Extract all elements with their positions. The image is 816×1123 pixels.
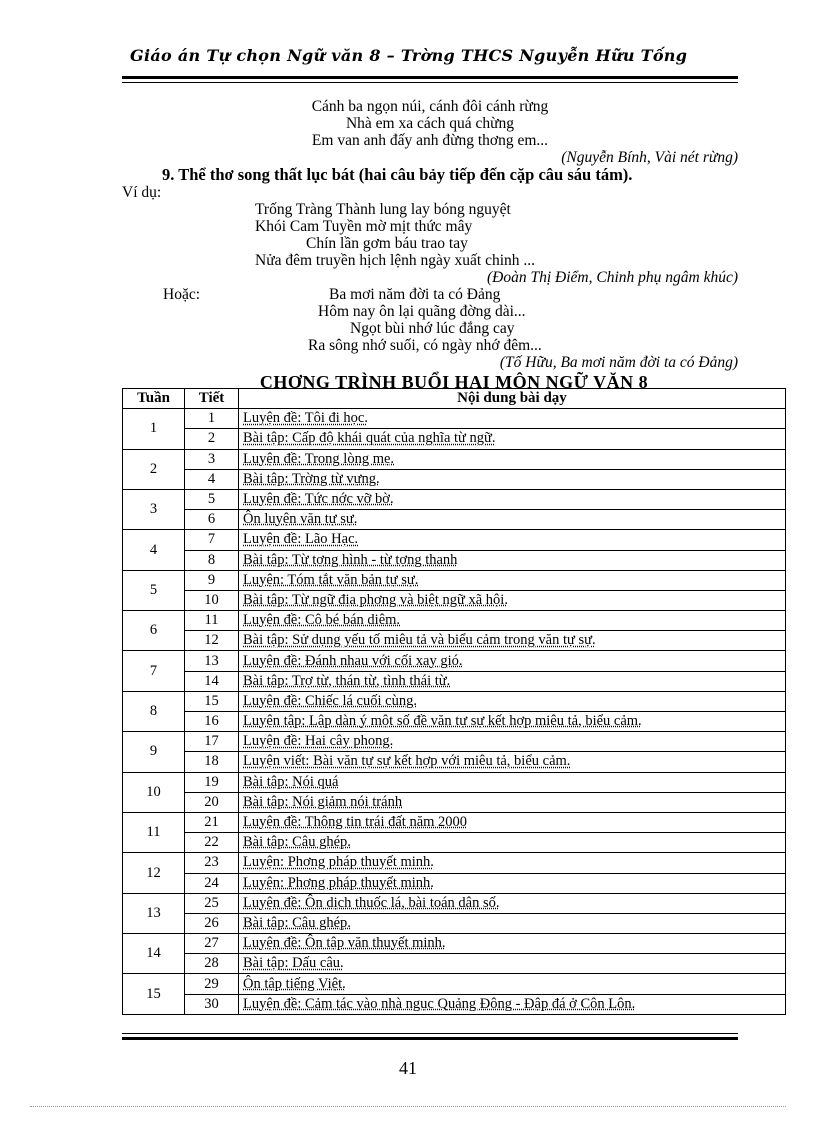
week-cell: 6 [123, 611, 185, 651]
header-rule-thin [122, 82, 738, 83]
lesson-number-cell: 23 [185, 853, 239, 873]
lesson-number-cell: 2 [185, 429, 239, 449]
week-cell: 4 [123, 530, 185, 570]
lesson-number-cell: 9 [185, 570, 239, 590]
lesson-content-cell: Ôn luyện văn tự sự. [239, 510, 786, 530]
table-row [123, 913, 786, 933]
table-row [123, 974, 786, 994]
lesson-content-cell: Bài tập: Trờng từ vựng. [239, 469, 786, 489]
section-heading: 9. Thể thơ song thất lục bát (hai câu bảy tiếp đến cặp câu sáu tám). [162, 165, 633, 184]
table-row [123, 429, 786, 449]
lesson-content-cell: Bài tập: Dấu câu. [239, 954, 786, 974]
table-row [123, 631, 786, 651]
table-row [123, 732, 786, 752]
lesson-content-cell: Bài tập: Câu ghép. [239, 833, 786, 853]
table-row [123, 752, 786, 772]
week-cell: 3 [123, 489, 185, 529]
week-cell: 15 [123, 974, 185, 1014]
poem2-citation: (Đoàn Thị Điểm, Chinh phụ ngâm khúc) [487, 269, 738, 286]
poem3-line-2: Hôm nay ôn lại quãng đờng dài... [318, 303, 526, 320]
lesson-content-cell: Luyện: Tóm tắt văn bản tự sự. [239, 570, 786, 590]
lesson-content-cell: Bài tập: Câu ghép. [239, 913, 786, 933]
lesson-content-cell: Luyện: Phơng pháp thuyết minh. [239, 853, 786, 873]
lesson-number-cell: 25 [185, 893, 239, 913]
table-row [123, 934, 786, 954]
lesson-number-cell: 5 [185, 489, 239, 509]
week-cell: 12 [123, 853, 185, 893]
lesson-number-cell: 15 [185, 691, 239, 711]
week-cell: 8 [123, 691, 185, 731]
lesson-content-cell: Ôn tập tiếng Việt. [239, 974, 786, 994]
table-row [123, 792, 786, 812]
lesson-content-cell: Luyện đề: Hai cây phong. [239, 732, 786, 752]
lesson-number-cell: 1 [185, 409, 239, 429]
header-week: Tuần [123, 389, 185, 409]
table-row [123, 550, 786, 570]
lesson-content-cell: Luyện đề: Cảm tác vào nhà ngục Quảng Đông - Đập đá ở Côn Lôn. [239, 994, 786, 1014]
footer-rule [122, 1037, 738, 1040]
lesson-number-cell: 4 [185, 469, 239, 489]
table-row [123, 691, 786, 711]
footer-rule-thin [122, 1033, 738, 1034]
lesson-content-cell: Bài tập: Từ ngữ địa phơng và biệt ngữ xã hội. [239, 590, 786, 610]
poem3-line-4: Ra sông nhớ suối, có ngày nhớ đêm... [308, 337, 542, 354]
lesson-number-cell: 14 [185, 671, 239, 691]
header-content: Nội dung bài dạy [239, 389, 786, 409]
lesson-number-cell: 10 [185, 590, 239, 610]
poem2-line-2: Khói Cam Tuyền mờ mịt thức mây [255, 218, 473, 235]
lesson-number-cell: 21 [185, 812, 239, 832]
table-row [123, 954, 786, 974]
table-row [123, 712, 786, 732]
week-cell: 11 [123, 812, 185, 852]
table-row [123, 611, 786, 631]
table-title: CHƠNG TRÌNH BUỔI HAI MÔN NGỮ VĂN 8 [259, 372, 649, 392]
poem1-line-3: Em van anh đấy anh đừng thơng em... [311, 132, 549, 149]
table-row [123, 893, 786, 913]
lesson-content-cell: Luyện đề: Thông tin trái đất năm 2000 [239, 812, 786, 832]
table-row [123, 570, 786, 590]
lesson-number-cell: 20 [185, 792, 239, 812]
table-row [123, 772, 786, 792]
poem3-citation: (Tố Hữu, Ba mơi năm đời ta có Đảng) [499, 354, 738, 371]
lesson-number-cell: 30 [185, 994, 239, 1014]
poem2-line-1: Trống Tràng Thành lung lay bóng nguyệt [255, 201, 511, 218]
week-cell: 1 [123, 409, 185, 449]
lesson-content-cell: Luyện đề: Ôn dịch thuốc lá, bài toán dân số. [239, 893, 786, 913]
week-cell: 14 [123, 934, 185, 974]
week-cell: 2 [123, 449, 185, 489]
lesson-content-cell: Bài tập: Sử dụng yếu tố miêu tả và biểu cảm trong văn tự sự. [239, 631, 786, 651]
table-row [123, 510, 786, 530]
header-lesson: Tiết [185, 389, 239, 409]
lesson-number-cell: 8 [185, 550, 239, 570]
week-cell: 7 [123, 651, 185, 691]
table-row [123, 409, 786, 429]
table-header-row [123, 389, 786, 409]
alternative-label: Hoặc: [163, 286, 201, 303]
lesson-number-cell: 27 [185, 934, 239, 954]
lesson-number-cell: 28 [185, 954, 239, 974]
lesson-content-cell: Bài tập: Từ tợng hình - từ tợng thanh [239, 550, 786, 570]
example-label: Ví dụ: [122, 184, 162, 201]
table-row [123, 489, 786, 509]
lesson-content-cell: Bài tập: Trợ từ, thán từ, tình thái từ. [239, 671, 786, 691]
page-number: 41 [399, 1058, 417, 1078]
lesson-number-cell: 16 [185, 712, 239, 732]
week-cell: 13 [123, 893, 185, 933]
table-row [123, 812, 786, 832]
poem1-line-2: Nhà em xa cách quá chừng [345, 115, 515, 132]
table-row [123, 530, 786, 550]
week-cell: 10 [123, 772, 185, 812]
poem3-line-1: Ba mơi năm đời ta có Đảng [329, 286, 501, 303]
table-body [123, 409, 786, 1015]
lesson-content-cell: Luyện đề: Cô bé bán diêm. [239, 611, 786, 631]
poem1-citation: (Nguyễn Bính, Vài nét rừng) [561, 149, 738, 166]
lesson-content-cell: Luyện đề: Tôi đi học. [239, 409, 786, 429]
lesson-number-cell: 3 [185, 449, 239, 469]
lesson-number-cell: 29 [185, 974, 239, 994]
lesson-content-cell: Luyện đề: Lão Hạc. [239, 530, 786, 550]
lesson-content-cell: Luyện đề: Tức nớc vỡ bờ. [239, 489, 786, 509]
lesson-number-cell: 12 [185, 631, 239, 651]
lesson-number-cell: 19 [185, 772, 239, 792]
lesson-content-cell: Luyện đề: Ôn tập văn thuyết minh. [239, 934, 786, 954]
table-row [123, 651, 786, 671]
week-cell: 5 [123, 570, 185, 610]
table-row [123, 833, 786, 853]
curriculum-table [122, 388, 786, 1015]
lesson-content-cell: Luyện viết: Bài văn tự sự kết hợp với miêu tả, biểu cảm. [239, 752, 786, 772]
poem2-line-3: Chín lần gơm báu trao tay [306, 235, 468, 252]
lesson-content-cell: Luyện tập: Lập dàn ý một số đề văn tự sự kết hợp miêu tả, biểu cảm. [239, 712, 786, 732]
poem3-line-3: Ngọt bùi nhớ lúc đắng cay [350, 320, 515, 337]
lesson-number-cell: 22 [185, 833, 239, 853]
poem2-line-4: Nửa đêm truyền hịch lệnh ngày xuất chinh ... [255, 252, 536, 269]
lesson-number-cell: 7 [185, 530, 239, 550]
lesson-content-cell: Bài tập: Cấp độ khái quát của nghĩa từ ngữ. [239, 429, 786, 449]
lesson-number-cell: 26 [185, 913, 239, 933]
header-rule [122, 76, 738, 79]
page-bottom-border [30, 1106, 786, 1107]
lesson-content-cell: Bài tập: Nói giảm nói tránh [239, 792, 786, 812]
lesson-number-cell: 17 [185, 732, 239, 752]
table-row [123, 873, 786, 893]
lesson-content-cell: Luyện đề: Đánh nhau với cối xay gió. [239, 651, 786, 671]
table-row [123, 449, 786, 469]
lesson-content-cell: Luyện đề: Chiếc lá cuối cùng. [239, 691, 786, 711]
lesson-number-cell: 13 [185, 651, 239, 671]
table-row [123, 994, 786, 1014]
lesson-content-cell: Luyện đề: Trong lòng mẹ. [239, 449, 786, 469]
week-cell: 9 [123, 732, 185, 772]
lesson-number-cell: 18 [185, 752, 239, 772]
lesson-content-cell: Bài tập: Nói quá [239, 772, 786, 792]
table-row [123, 671, 786, 691]
poem1-line-1: Cánh ba ngọn núi, cánh đôi cánh rừng [311, 98, 549, 115]
table-row [123, 590, 786, 610]
lesson-number-cell: 11 [185, 611, 239, 631]
table-row [123, 469, 786, 489]
lesson-content-cell: Luyện: Phơng pháp thuyết minh. [239, 873, 786, 893]
lesson-number-cell: 24 [185, 873, 239, 893]
page-header: Giáo án Tự chọn Ngữ văn 8 – Trờng THCS Nguyễn Hữu Tống [130, 46, 688, 65]
lesson-number-cell: 6 [185, 510, 239, 530]
table-row [123, 853, 786, 873]
